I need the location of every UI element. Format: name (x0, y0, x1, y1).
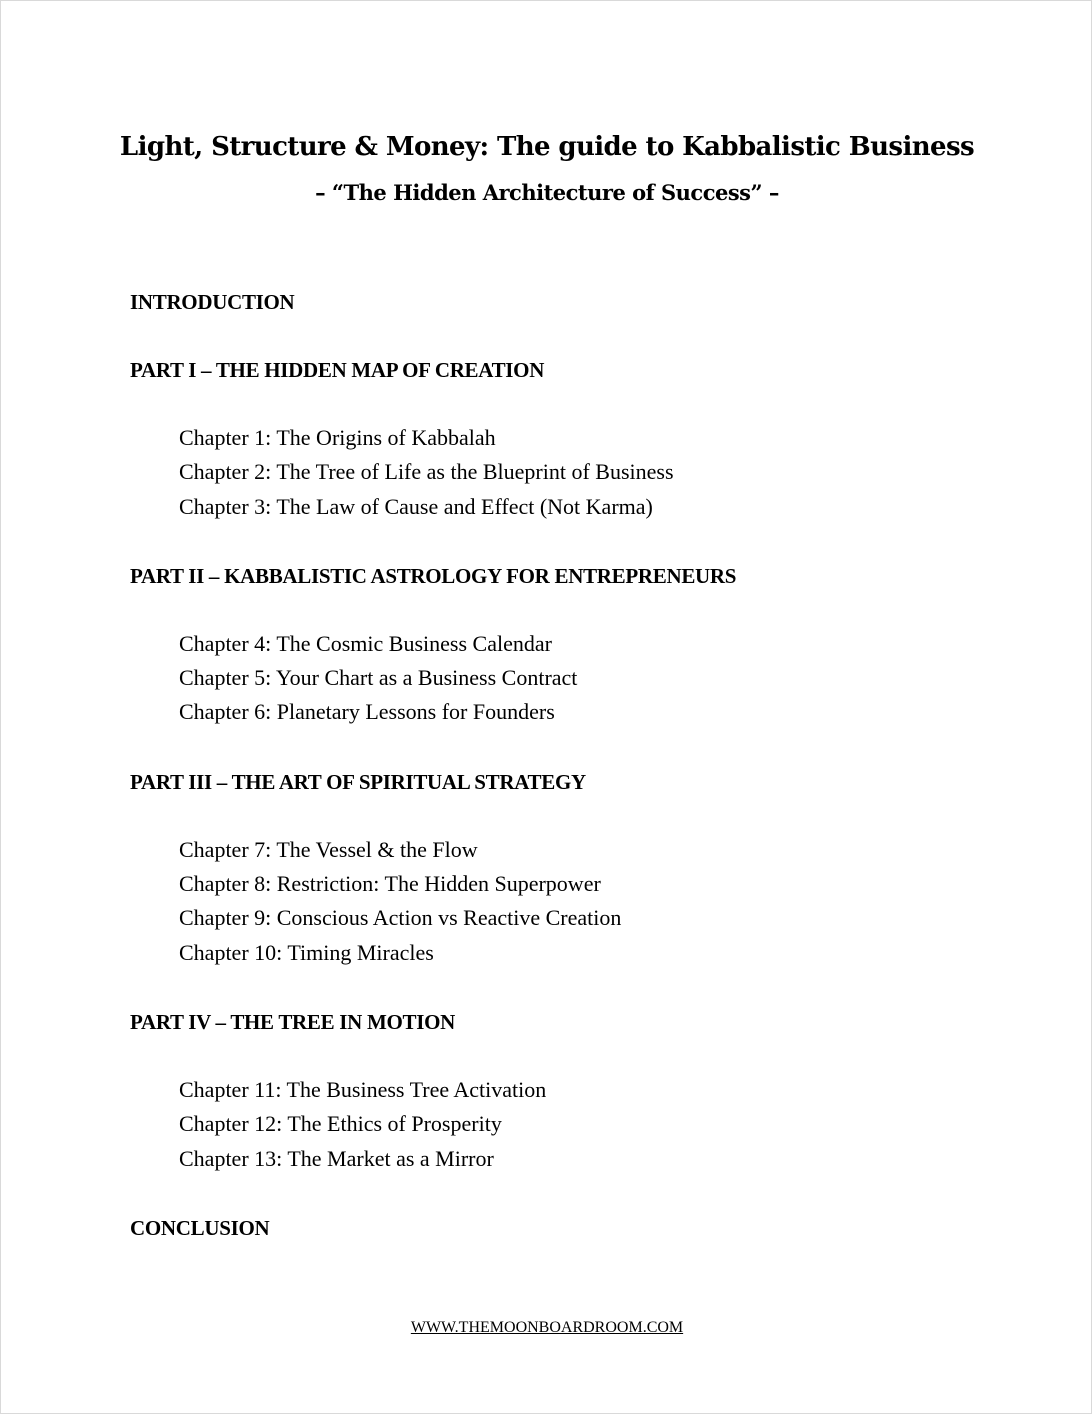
document-title: Light, Structure & Money: The guide to Kabbalistic Business (119, 132, 975, 162)
toc-part-1-heading: PART I – THE HIDDEN MAP OF CREATION (130, 358, 545, 382)
document-subtitle: – “The Hidden Architecture of Success” – (315, 180, 779, 205)
toc-chapter-12: Chapter 12: The Ethics of Prosperity (179, 1111, 502, 1137)
toc-part-3-heading: PART III – THE ART OF SPIRITUAL STRATEGY (130, 769, 586, 794)
toc-chapter-4: Chapter 4: The Cosmic Business Calendar (179, 630, 552, 656)
toc-chapter-11: Chapter 11: The Business Tree Activation (179, 1076, 547, 1102)
toc-chapter-6: Chapter 6: Planetary Lessons for Founders (179, 699, 555, 725)
toc-chapter-9: Chapter 9: Conscious Action vs Reactive Creation (179, 905, 622, 931)
toc-part-2-heading: PART II – KABBALISTIC ASTROLOGY FOR ENTREPRENEURS (130, 563, 737, 588)
toc-chapter-3: Chapter 3: The Law of Cause and Effect (Not Karma) (179, 493, 653, 519)
toc-chapter-10: Chapter 10: Timing Miracles (179, 939, 434, 965)
toc-chapter-5: Chapter 5: Your Chart as a Business Contract (179, 665, 578, 691)
toc-chapter-7: Chapter 7: The Vessel & the Flow (179, 836, 478, 862)
toc-chapter-2: Chapter 2: The Tree of Life as the Blueprint of Business (179, 459, 674, 485)
website-link[interactable]: WWW.THEMOONBOARDROOM.COM (410, 1319, 684, 1336)
table-of-contents (130, 285, 980, 1245)
toc-chapter-1: Chapter 1: The Origins of Kabbalah (179, 425, 496, 450)
toc-introduction: INTRODUCTION (130, 290, 295, 314)
toc-chapter-8: Chapter 8: Restriction: The Hidden Superpower (179, 871, 601, 897)
toc-chapter-13: Chapter 13: The Market as a Mirror (179, 1145, 494, 1171)
toc-conclusion: CONCLUSION (130, 1215, 270, 1240)
toc-part-4-heading: PART IV – THE TREE IN MOTION (130, 1009, 455, 1034)
